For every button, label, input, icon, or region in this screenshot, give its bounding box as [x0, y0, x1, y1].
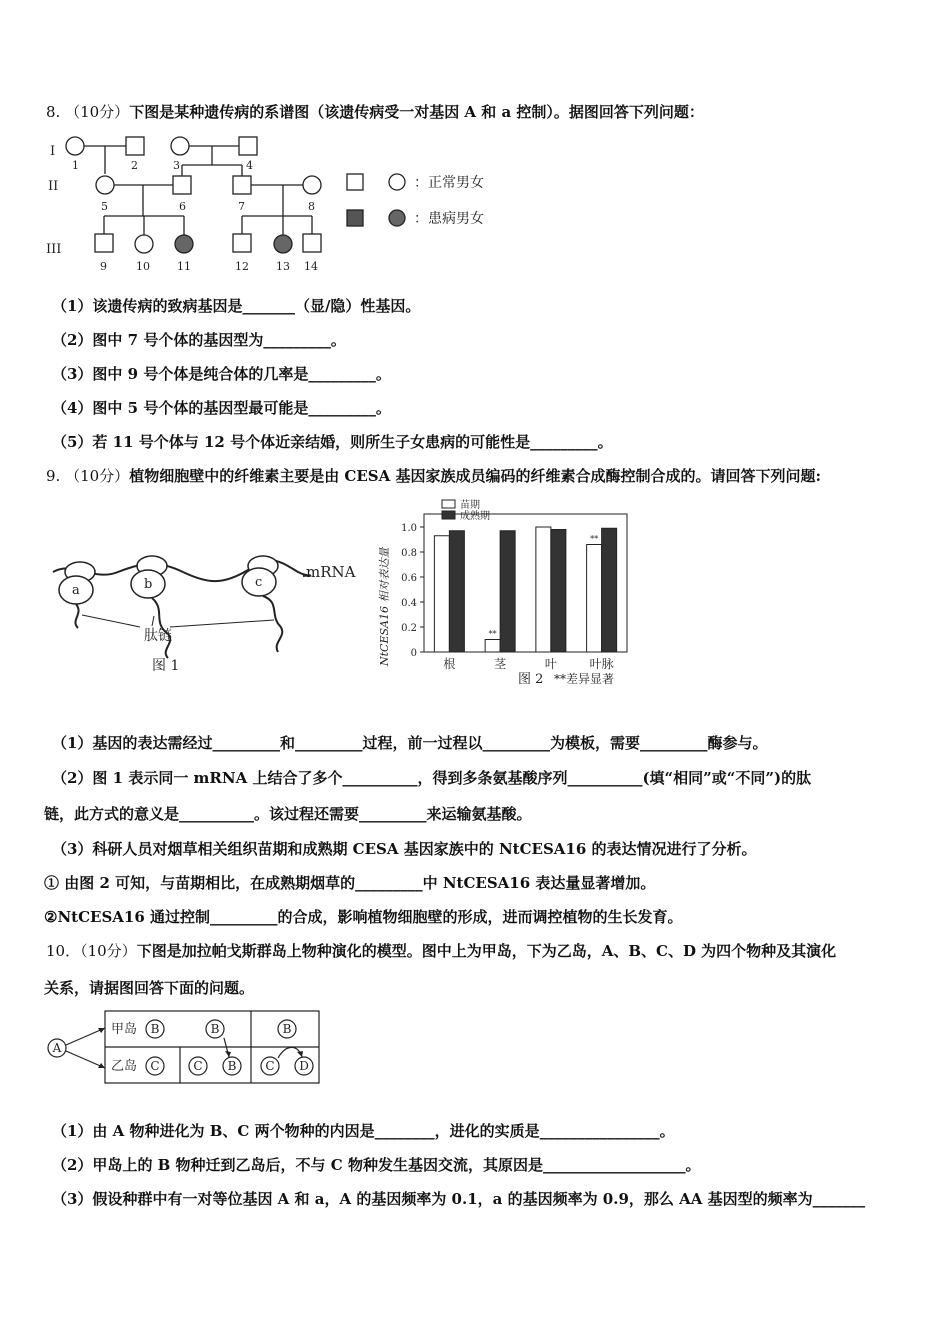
q9-sub-3-1: ① 由图 2 可知，与苗期相比，在成熟期烟草的_________中 NtCESA16 表达量显著增加。: [44, 874, 656, 892]
species-label-A: A: [52, 1041, 62, 1055]
pedigree-ind-7: [233, 176, 251, 194]
x-category-label: 叶脉: [589, 657, 614, 671]
q9-stem-text: 植物细胞壁中的纤维素主要是由 CESA 基因家族成员编码的纤维素合成酶控制合成的。请回答下列问题:: [129, 467, 822, 485]
pedigree-ind-4: [239, 137, 257, 155]
ind-label-1: 1: [72, 159, 79, 172]
legend-affected-female-icon: [389, 210, 405, 226]
peptide-label: 肽链: [144, 628, 172, 644]
ind-label-12: 12: [235, 260, 249, 273]
q8-stem-text: 下图是某种遗传病的系谱图（该遗传病受一对基因 A 和 a 控制）。据图回答下列问题：: [129, 103, 704, 121]
legend-label-苗期: 苗期: [460, 500, 480, 511]
ind-label-2: 2: [131, 159, 138, 172]
figure-2-bar-chart: [372, 492, 647, 692]
pedigree-ind-11: [175, 235, 193, 253]
legend-normal-label: ：正常男女: [414, 175, 484, 191]
pedigree-ind-12: [233, 234, 251, 252]
gen-label-2: II: [48, 179, 59, 194]
q9-score: （10分）: [65, 467, 130, 485]
figure-1-polysome: [48, 530, 368, 680]
ind-label-10: 10: [136, 260, 150, 273]
q10-sub-2: （2）甲岛上的 B 物种迁到乙岛后，不与 C 物种发生基因交流，其原因是___________________。: [52, 1156, 701, 1174]
q10-score: （10分）: [80, 942, 137, 960]
bar-苗期-叶: [536, 527, 551, 652]
x-category-label: 叶: [544, 657, 557, 671]
q10-stem-text-2: 关系，请据图回答下面的问题。: [44, 979, 255, 997]
figure-1-caption: 图 1: [152, 658, 180, 674]
gen-label-3: III: [46, 242, 62, 257]
q8-number: 8.: [46, 103, 61, 121]
chart-y-label: NtCESA16 相对表达量: [378, 547, 391, 666]
ribosome-label-c: c: [255, 575, 263, 590]
q9-sub-2: （2）图 1 表示同一 mRNA 上结合了多个__________，得到多条氨基酸序列__________(填“相同”或“不同”)的肽: [52, 769, 812, 787]
island-label-bottom: 乙岛: [111, 1059, 138, 1074]
y-tick-label: 1.0: [401, 523, 417, 534]
q8-score: （10分）: [65, 103, 130, 121]
q10-number: 10．: [46, 942, 81, 960]
legend-normal-female-icon: [389, 174, 405, 190]
legend-label-成熟期: 成熟期: [460, 511, 490, 522]
q10-stem-text-1: 下图是加拉帕戈斯群岛上物种演化的模型。图中上为甲岛，下为乙岛，A、B、C、D 为四个物种及其演化: [136, 942, 837, 960]
q10-sub-1: （1）由 A 物种进化为 B、C 两个物种的内因是________，进化的实质是________________。: [52, 1122, 675, 1140]
species-label-B4: B: [227, 1059, 237, 1073]
significance-marker: **: [488, 629, 497, 639]
island-speciation-diagram: [44, 1008, 334, 1090]
q9-number: 9.: [46, 467, 61, 485]
bar-成熟期-叶脉: [602, 528, 617, 652]
species-label-C1: C: [150, 1059, 160, 1073]
y-tick-label: 0.2: [401, 623, 417, 634]
q9-sub-1: （1）基因的表达需经过_________和_________过程，前一过程以_________为模板，需要_________酶参与。: [52, 734, 768, 752]
species-label-B2: B: [210, 1022, 220, 1036]
x-category-label: 根: [443, 657, 456, 671]
ind-label-5: 5: [101, 200, 108, 213]
ind-label-3: 3: [173, 159, 180, 172]
pedigree-ind-5: [96, 176, 114, 194]
ribosome-label-b: b: [144, 577, 153, 592]
bar-苗期-叶脉: [587, 545, 602, 653]
gen-label-1: I: [50, 144, 56, 159]
pedigree-ind-14: [303, 234, 321, 252]
species-label-C2: C: [193, 1059, 203, 1073]
ribosome-label-a: a: [72, 583, 80, 598]
bar-苗期-根: [434, 536, 449, 652]
x-category-label: 茎: [494, 657, 507, 671]
ind-label-11: 11: [177, 260, 191, 273]
legend-swatch-苗期: [442, 500, 455, 508]
q9-sub-3-2: ②NtCESA16 通过控制_________的合成，影响植物细胞壁的形成，进而调控植物的生长发育。: [44, 908, 683, 926]
q10-stem: [46, 941, 836, 961]
q8-sub-5: （5）若 11 号个体与 12 号个体近亲结婚，则所生子女患病的可能性是_________。: [52, 433, 613, 451]
pedigree-chart: [40, 128, 520, 278]
figure-2-caption: 图 2: [518, 672, 544, 687]
ind-label-7: 7: [238, 200, 245, 213]
significance-marker: **: [590, 534, 599, 544]
pedigree-ind-2: [126, 137, 144, 155]
legend-affected-male-icon: [347, 210, 363, 226]
island-label-top: 甲岛: [111, 1022, 138, 1037]
bar-成熟期-茎: [500, 531, 515, 652]
species-label-B1: B: [150, 1022, 160, 1036]
q10-sub-3: （3）假设种群中有一对等位基因 A 和 a，A 的基因频率为 0.1，a 的基因频率为 0.9，那么 AA 基因型的频率为_______: [52, 1190, 866, 1208]
species-label-D: D: [299, 1059, 309, 1073]
q8-sub-1: （1）该遗传病的致病基因是_______（显/隐）性基因。: [52, 297, 421, 315]
bar-成熟期-根: [449, 531, 464, 652]
ind-label-8: 8: [308, 200, 315, 213]
y-tick-label: 0.4: [401, 598, 417, 609]
pedigree-ind-9: [95, 234, 113, 252]
q8-sub-3: （3）图中 9 号个体是纯合体的几率是_________。: [52, 365, 391, 383]
ind-label-13: 13: [276, 260, 290, 273]
figure-2-note: **差异显著: [554, 672, 615, 686]
q9-stem: [46, 466, 821, 486]
q9-sub-3: （3）科研人员对烟草相关组织苗期和成熟期 CESA 基因家族中的 NtCESA16 的表达情况进行了分析。: [52, 840, 757, 858]
pedigree-ind-8: [303, 176, 321, 194]
bar-苗期-茎: [485, 640, 500, 653]
q9-sub-2-cont: 链，此方式的意义是__________。该过程还需要_________来运输氨基酸。: [44, 805, 532, 823]
legend-swatch-成熟期: [442, 511, 455, 519]
ind-label-4: 4: [246, 159, 253, 172]
ind-label-9: 9: [100, 260, 107, 273]
q8-sub-2: （2）图中 7 号个体的基因型为_________。: [52, 331, 346, 349]
pedigree-ind-1: [66, 137, 84, 155]
ind-label-6: 6: [179, 200, 186, 213]
bar-成熟期-叶: [551, 530, 566, 653]
legend-affected-label: ：患病男女: [414, 211, 484, 227]
mrna-label: mRNA: [306, 563, 356, 581]
pedigree-ind-13: [274, 235, 292, 253]
q8-stem: [46, 102, 704, 122]
species-label-B3: B: [282, 1022, 292, 1036]
pedigree-ind-6: [173, 176, 191, 194]
pedigree-ind-10: [135, 235, 153, 253]
legend-normal-male-icon: [347, 174, 363, 190]
y-tick-label: 0.8: [401, 548, 417, 559]
ind-label-14: 14: [304, 260, 318, 273]
y-tick-label: 0.6: [401, 573, 417, 584]
y-tick-label: 0: [410, 648, 417, 659]
q8-sub-4: （4）图中 5 号个体的基因型最可能是_________。: [52, 399, 391, 417]
pedigree-ind-3: [171, 137, 189, 155]
species-label-C3: C: [265, 1059, 275, 1073]
